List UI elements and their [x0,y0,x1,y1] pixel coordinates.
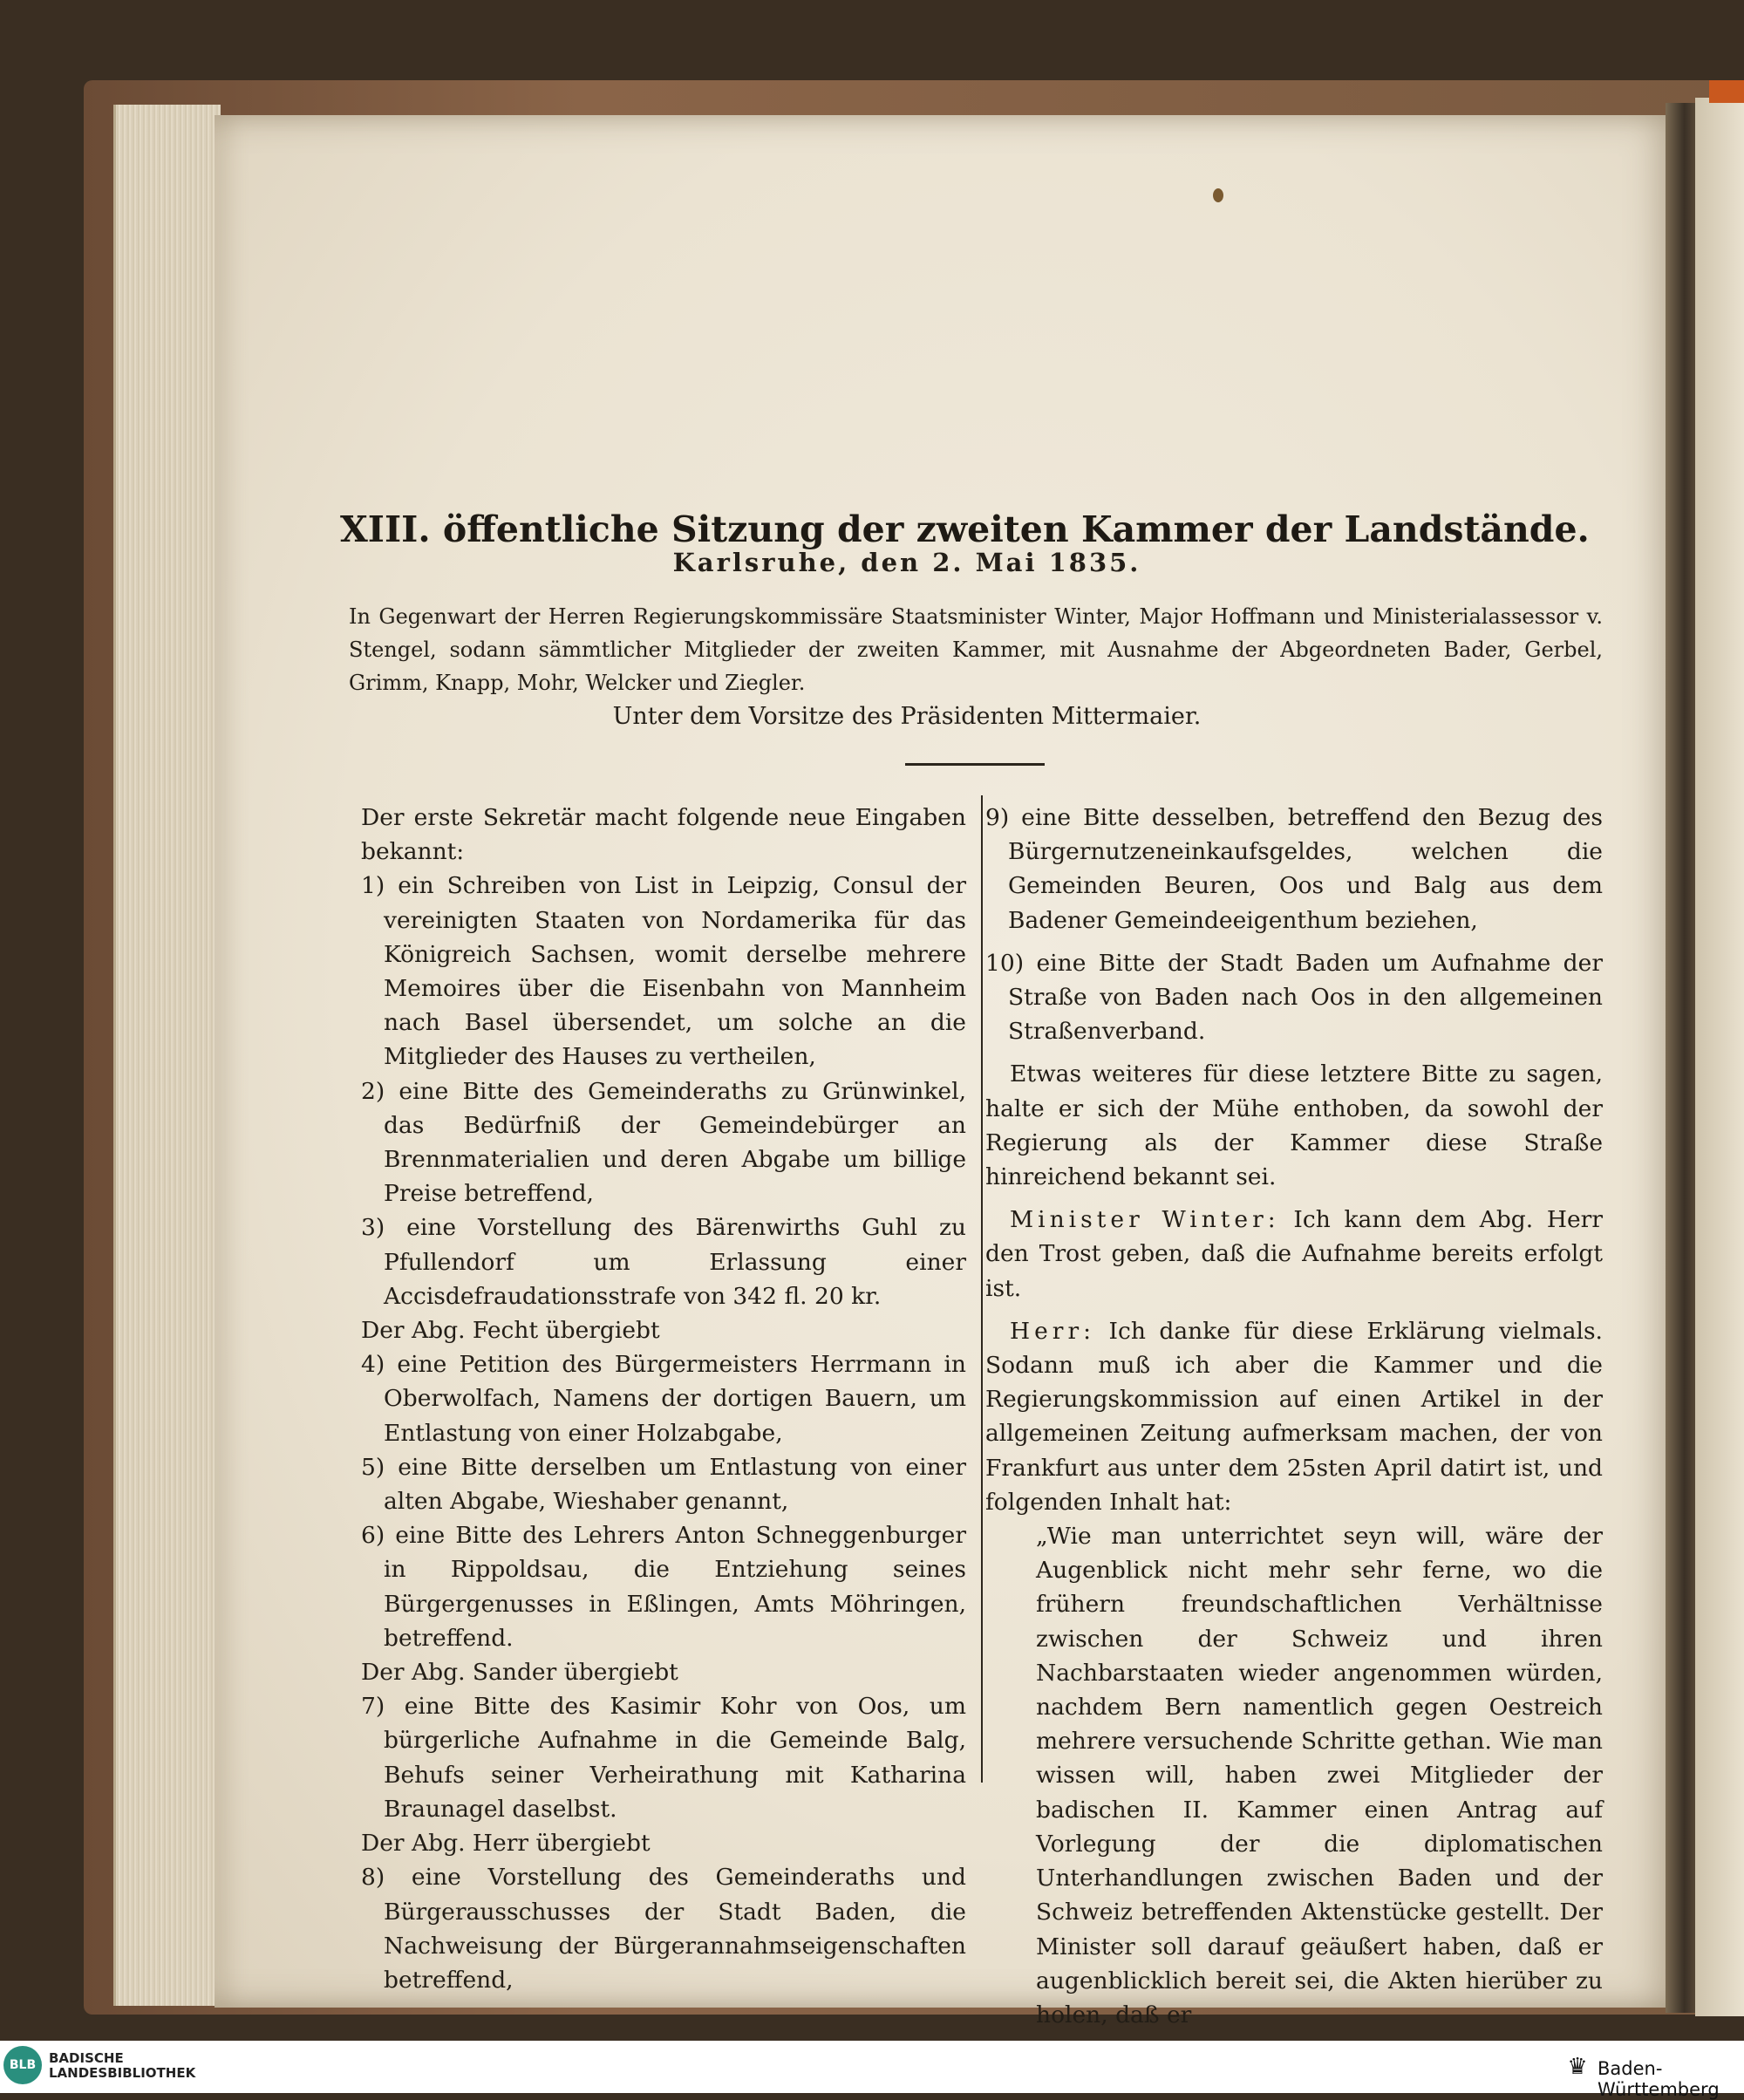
handover-line: Der Abg. Herr übergiebt [361,1830,651,1858]
paragraph: Etwas weiteres für diese letztere Bitte zu sagen, halte er sich der Mühe enthoben, da sowohl der Regierung als der Kammer diese Straße hinreichend bekannt sei. [985,1060,1603,1191]
ink-spot [1213,188,1223,202]
blb-name-line-2: LANDESBIBLIOTHEK [49,2065,196,2081]
list-item: 6) eine Bitte des Lehrers Anton Schneggenburger in Rippoldsau, die Entziehung seines Bürgergenusses in Eßlingen, Amts Möhringen, betreffend. [361,1522,966,1652]
next-page-edge [1695,98,1744,2016]
presence-paragraph: In Gegenwart der Herren Regierungskommissäre Staatsminister Winter, Major Hoffmann und Ministerialassessor v. Stengel, sodann sämmtlicher Mitglieder der zweiten Kammer, mit Ausnahme der Abgeordneten Bader, Gerbel, Grimm, Knapp, Mohr, Welcker und Ziegler. [349,604,1603,695]
list-item: 10) eine Bitte der Stadt Baden um Aufnahme der Straße von Baden nach Oos in den allgemeinen Straßenverband. [985,949,1603,1046]
handover-line: Der Abg. Fecht übergiebt [361,1317,660,1345]
speaker-name: Herr: [1010,1317,1096,1345]
quote-paragraph: „Wie man unterrichtet seyn will, wäre der Augenblick nicht mehr sehr ferne, wo die frühern freundschaftlichen Verhältnisse zwischen der Schweiz und ihren Nachbarstaaten wieder angenommen würden, nachdem Bern namentlich gegen Oestreich mehrere versuchende Schritte gethan. Wie man wissen will, haben zwei Mitglieder der badischen II. Kammer einen Antrag auf Vorlegung der die diplomatischen Unterhandlungen zwischen Baden und der Schweiz betreffenden Aktenstücke gestellt. Der Minister soll darauf geäußert haben, daß er augenblicklich bereit sei, die Akten hierüber zu holen, daß er [1036,1523,1603,2028]
list-item: 4) eine Petition des Bürgermeisters Herrmann in Oberwolfach, Namens der dortigen Bauern, um Entlastung von einer Holzabgabe, [361,1351,966,1447]
handover-line: Der Abg. Sander übergiebt [361,1659,678,1687]
lion-crest-icon: ♛ [1567,2054,1588,2080]
section-rule [905,763,1045,766]
right-column [985,801,1603,2032]
page-edges [113,105,221,2006]
bookmark-ribbon [1709,80,1744,103]
footer-bar [0,2041,1744,2093]
dateline: Karlsruhe, den 2. Mai 1835. [672,548,1141,577]
left-column [361,801,966,1997]
speech-text: Ich kann dem Abg. Herr den Trost geben, daß die Aufnahme bereits erfolgt ist. [985,1206,1603,1302]
book-gutter [1666,103,1697,2013]
list-item: 1) ein Schreiben von List in Leipzig, Consul der vereinigten Staaten von Nordamerika für das Königreich Sachsen, womit derselbe mehrere Memoires über die Eisenbahn von Mannheim nach Basel übersendet, um solche an die Mitglieder des Hauses zu vertheilen, [361,872,966,1071]
page-title: XIII. öffentliche Sitzung der zweiten Kammer der Landstände. [340,508,1590,551]
list-item: 7) eine Bitte des Kasimir Kohr von Oos, um bürgerliche Aufnahme in die Gemeinde Balg, Behufs seiner Verheirathung mit Katharina Braunagel daselbst. [361,1693,966,1823]
list-item: 5) eine Bitte derselben um Entlastung von einer alten Abgabe, Wieshaber genannt, [361,1453,966,1516]
speaker-name: Minister Winter: [1010,1206,1280,1234]
bw-name[interactable]: Baden-Württemberg [1598,2058,1720,2100]
intro-line: Der erste Sekretär macht folgende neue Eingaben bekannt: [361,804,966,866]
list-item: 9) eine Bitte desselben, betreffend den Bezug des Bürgernutzeneinkaufsgeldes, welchen die Gemeinden Beuren, Oos und Balg aus dem Badener Gemeindeeigenthum beziehen, [985,804,1603,934]
chair-line: Unter dem Vorsitze des Präsidenten Mittermaier. [612,703,1202,730]
list-item: 3) eine Vorstellung des Bärenwirths Guhl zu Pfullendorf um Erlassung einer Accisdefraudationsstrafe von 342 fl. 20 kr. [361,1214,966,1310]
list-item: 2) eine Bitte des Gemeinderaths zu Grünwinkel, das Bedürfniß der Gemeindebürger an Brennmaterialien und deren Abgabe um billige Preise betreffend, [361,1077,966,1208]
blb-name[interactable] [49,2051,195,2081]
speech-paragraph [985,1314,1603,1519]
column-separator [981,795,983,1783]
speech-text: Ich danke für diese Erklärung vielmals. Sodann muß ich aber die Kammer und die Regierungskommission auf einen Artikel in der allgemeinen Zeitung aufmerksam machen, der von Frankfurt aus unter dem 25sten April datirt ist, und folgenden Inhalt hat: [985,1317,1603,1516]
speech-paragraph [985,1203,1603,1306]
blb-logo[interactable]: BLB [3,2046,42,2084]
blb-name-line-1: BADISCHE [49,2050,124,2066]
list-item: 8) eine Vorstellung des Gemeinderaths und Bürgerausschusses der Stadt Baden, die Nachweisung der Bürgerannahmseigenschaften betreffend, [361,1864,966,1994]
